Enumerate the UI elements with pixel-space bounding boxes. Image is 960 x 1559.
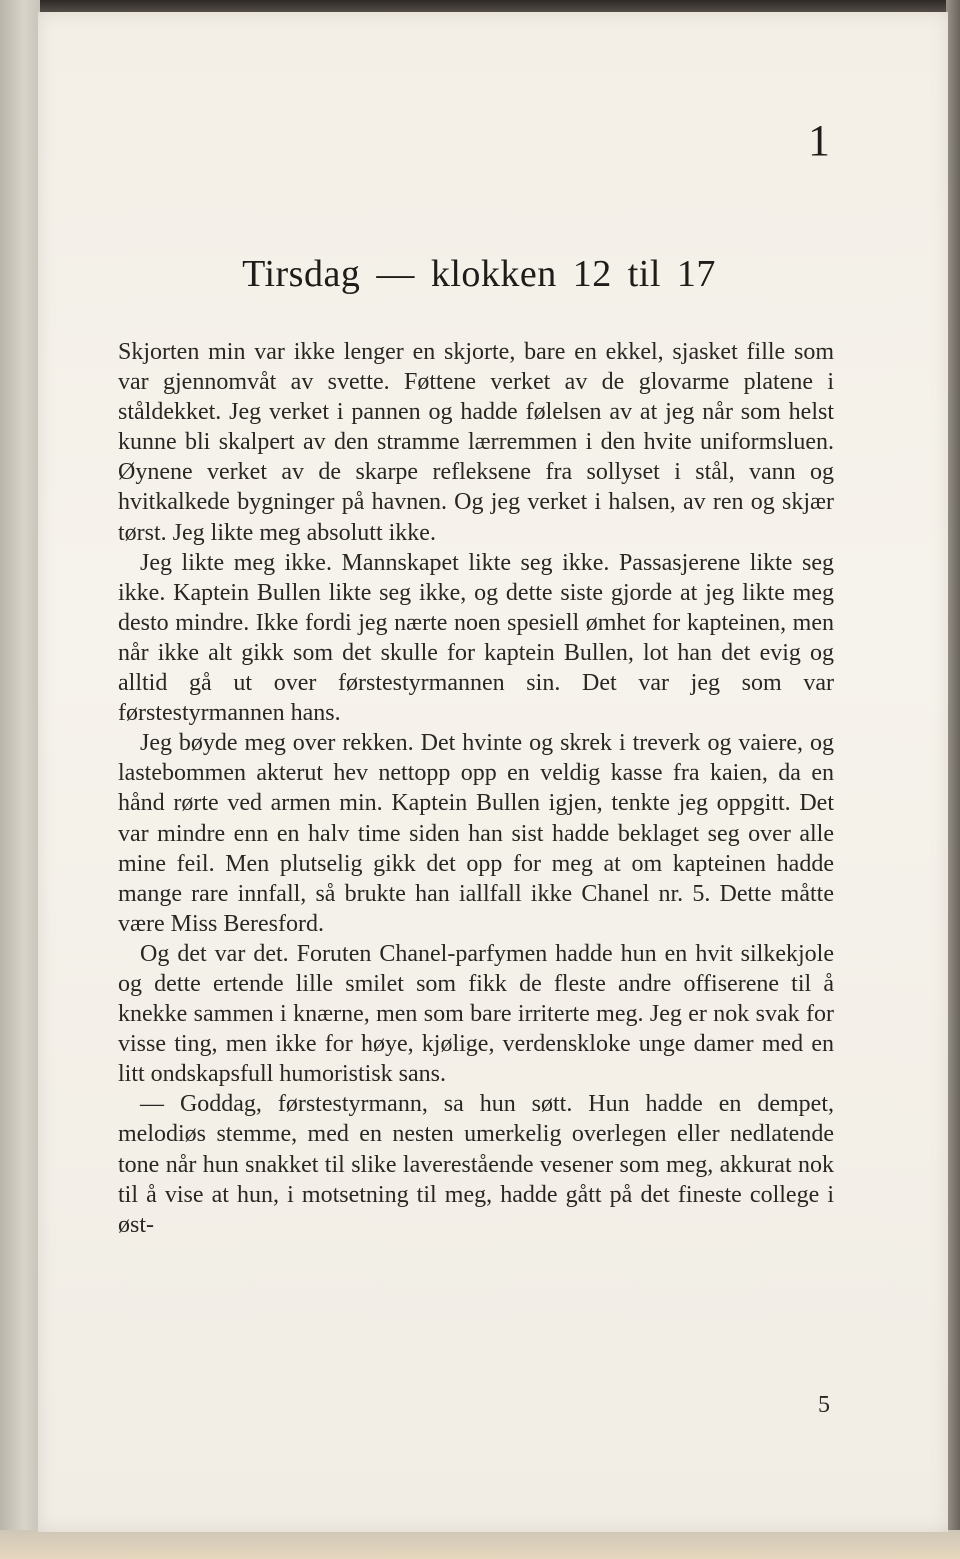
paragraph: — Goddag, førstestyrmann, sa hun søtt. Hun hadde en dempet, melodiøs stemme, med en nesten umerkelig overlegen eller nedlatende tone når hun snakket til slike laverestående vesener som meg, akkurat nok til å vise at hun, i motsetning til meg, hadde gått på det fineste college i øst- bbox=[118, 1091, 834, 1238]
page-number: 5 bbox=[818, 1392, 830, 1418]
paragraph: Jeg likte meg ikke. Mannskapet likte seg ikke. Passasjerene likte seg ikke. Kaptein Bullen likte seg ikke, og dette siste gjorde at jeg likte meg desto mindre. Ikke fordi jeg nærte noen spesiell ømhet for kapteinen, men når ikke alt gikk som det skulle for kaptein Bullen, lot han det evig og alltid gå ut over førstestyrmannen sin. Det var jeg som var førstestyrmannen hans. bbox=[118, 549, 834, 727]
paragraph: Jeg bøyde meg over rekken. Det hvinte og skrek i treverk og vaiere, og lastebommen akterut hev nettopp opp en veldig kasse fra kaien, da en hånd rørte ved armen min. Kaptein Bullen igjen, tenkte jeg oppgitt. Det var mindre enn en halv time siden han sist hadde beklaget seg over alle mine feil. Men plutselig gikk det opp for meg at om kapteinen hadde mange rare innfall, så brukte han iallfall ikke Chanel nr. 5. Dette måtte være Miss Beresford. bbox=[118, 730, 834, 937]
chapter-title: Tirsdag — klokken 12 til 17 bbox=[242, 253, 716, 295]
book-right-edge bbox=[946, 0, 960, 1559]
book-bottom-edge bbox=[0, 1530, 960, 1559]
paragraph: Skjorten min var ikke lenger en skjorte, bare en ekkel, sjasket fille som var gjennomvåt av svette. Føttene verket av de glovarme platene i ståldekket. Jeg verket i pannen og hadde følelsen av at jeg når som helst kunne bli skalpert av den stramme lærremmen i den hvite uniformsluen. Øynene verket av de skarpe refleksene fra sollyset i stål, vann og hvitkalkede bygninger på havnen. Og jeg verket i halsen, av ren og skjær tørst. Jeg likte meg absolutt ikke. bbox=[118, 339, 834, 546]
opposite-page-edge bbox=[0, 0, 40, 1559]
paragraph: Og det var det. Foruten Chanel-parfymen hadde hun en hvit silkekjole og dette ertende lille smilet som fikk de fleste andre offiserene til å knekke sammen i knærne, men som bare irriterte meg. Jeg er nok svak for visse ting, men ikke for høye, kjølige, verdenskloke unge damer med en litt ondskapsfull humoristisk sans. bbox=[118, 940, 834, 1088]
body-text bbox=[118, 337, 834, 1240]
chapter-number: 1 bbox=[808, 116, 830, 165]
